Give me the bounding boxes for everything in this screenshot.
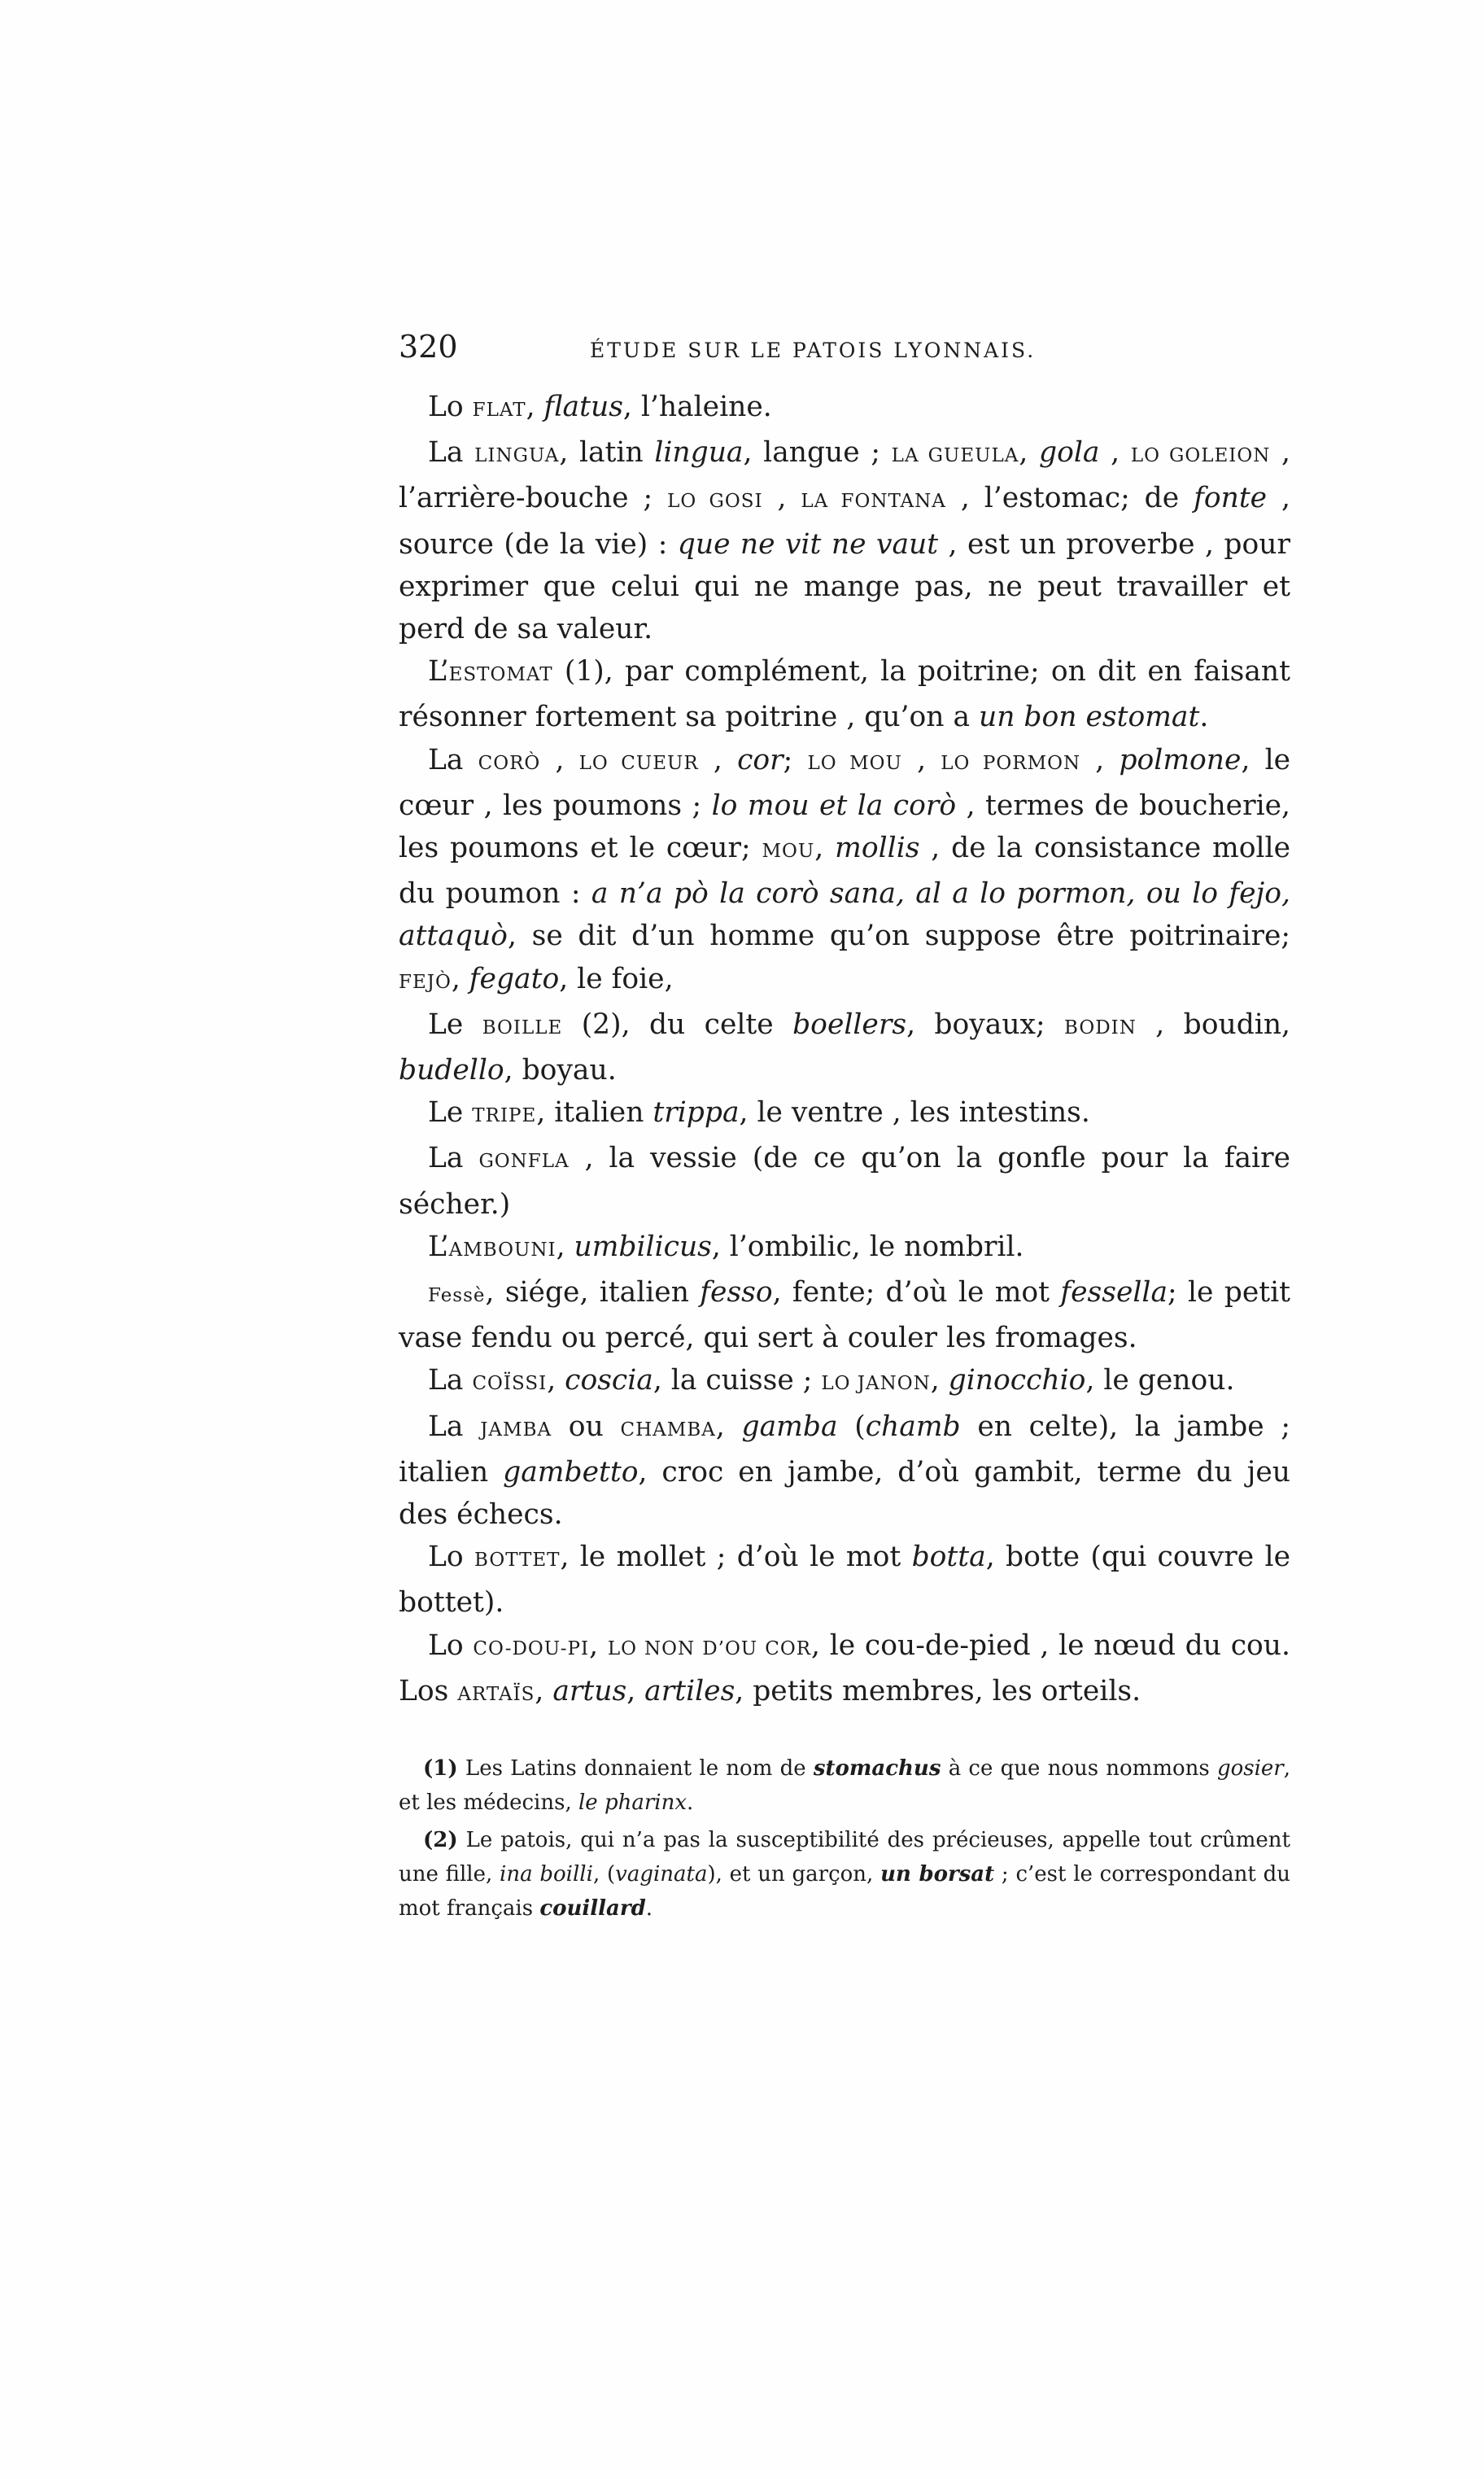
small-caps-term: TRIPE bbox=[472, 1105, 537, 1127]
italic-word: fegato bbox=[469, 962, 560, 995]
text-run: , l’arrière-bouche ; bbox=[399, 436, 1290, 515]
text-run: , l’haleine. bbox=[622, 391, 772, 423]
paragraph bbox=[399, 739, 1290, 1003]
small-caps-term: LA FONTANA bbox=[801, 491, 946, 513]
italic-word: gola bbox=[1039, 436, 1100, 470]
paragraph bbox=[399, 1271, 1290, 1359]
italic-word: budello bbox=[399, 1054, 504, 1087]
italic-word: gambetto bbox=[503, 1455, 639, 1489]
text-run: , bbox=[626, 1674, 645, 1707]
small-caps-term: LO GOSI bbox=[667, 491, 763, 513]
small-caps-term: ARTAÏS bbox=[457, 1683, 535, 1705]
text-run: , l’ombilic, le nombril. bbox=[711, 1230, 1024, 1263]
text-run: , boudin, bbox=[1136, 1008, 1291, 1041]
text-run: Lo bbox=[428, 391, 473, 423]
text-run: (1), par complément, la poitrine; on dit en faisant résonner fortement sa poitrine , qu’on a bbox=[399, 655, 1290, 734]
text-run: , l’estomac; de bbox=[945, 482, 1194, 515]
paragraph bbox=[399, 1003, 1290, 1091]
text-run: , bbox=[762, 482, 801, 515]
text-run: La bbox=[428, 1364, 473, 1397]
text-run: , bbox=[556, 1230, 574, 1263]
italic-word: artus bbox=[552, 1674, 627, 1707]
text-run: , termes de boucherie, les poumons et le cœur; bbox=[399, 789, 1290, 865]
text-run: Les Latins donnaient le nom de bbox=[457, 1756, 814, 1782]
footnote-1 bbox=[399, 1751, 1290, 1820]
italic-word: artiles bbox=[644, 1674, 735, 1707]
text-run: , siége, italien bbox=[485, 1276, 701, 1309]
small-caps-term: GONFLA bbox=[478, 1151, 570, 1173]
text-run: . bbox=[687, 1790, 694, 1816]
italic-word: lingua bbox=[654, 436, 744, 470]
italic-word: fonte bbox=[1194, 482, 1268, 515]
text-run: La bbox=[428, 436, 475, 470]
small-caps-term: LA GUEULA bbox=[891, 445, 1019, 467]
text-run: , bbox=[589, 1629, 608, 1662]
italic-word: gosier bbox=[1216, 1756, 1284, 1782]
text-run: , source (de la vie) : bbox=[399, 482, 1290, 561]
paragraph bbox=[399, 650, 1290, 738]
small-caps-term: LO PORMON bbox=[941, 752, 1081, 774]
italic-word: chamb bbox=[865, 1410, 961, 1443]
text-run: , bbox=[535, 1674, 553, 1707]
text-run: , bbox=[547, 1364, 565, 1397]
text-run: La bbox=[428, 1142, 479, 1175]
text-run: L’ bbox=[428, 1230, 449, 1263]
text-run: , bbox=[526, 391, 544, 423]
body-text bbox=[399, 386, 1290, 1716]
footnote-marker: (1) bbox=[423, 1756, 458, 1782]
text-run: , et les médecins, bbox=[399, 1756, 1291, 1816]
small-caps-term: BOTTET bbox=[474, 1550, 561, 1572]
text-run: , bbox=[1080, 743, 1120, 776]
small-caps-term: BOILLE bbox=[482, 1017, 563, 1038]
text-run: Le patois, qui n’a pas la susceptibilité des précieuses, appelle tout crûment une fille, bbox=[399, 1828, 1290, 1887]
footnote-2 bbox=[399, 1823, 1290, 1926]
paragraph bbox=[399, 1359, 1290, 1405]
italic-word: le pharinx bbox=[578, 1790, 687, 1816]
italic-word: ina boilli bbox=[500, 1862, 593, 1887]
text-run: , petits membres, les orteils. bbox=[735, 1674, 1141, 1707]
text-run: , le foie, bbox=[559, 962, 674, 995]
text-run: , le cou-de-pied , le nœud du cou. Los bbox=[399, 1629, 1290, 1707]
small-caps-term: BODIN bbox=[1064, 1017, 1137, 1038]
text-run: , bbox=[901, 743, 941, 776]
paragraph bbox=[399, 386, 1290, 431]
small-caps-term: AMBOUNI bbox=[448, 1239, 556, 1261]
small-caps-term: ESTOMAT bbox=[448, 664, 553, 686]
text-run: , bbox=[1019, 436, 1040, 470]
text-run: , langue ; bbox=[743, 436, 892, 470]
italic-word: vaginata bbox=[615, 1862, 708, 1887]
italic-word: un bon estomat bbox=[979, 701, 1200, 734]
text-run: , latin bbox=[559, 436, 655, 470]
italic-word: botta bbox=[911, 1541, 986, 1574]
text-run: , ( bbox=[592, 1862, 616, 1887]
text-run: Le bbox=[428, 1008, 482, 1041]
text-run: ; le petit vase fendu ou percé, qui sert à couler les fromages. bbox=[399, 1276, 1290, 1355]
italic-word: fesso bbox=[700, 1276, 773, 1309]
small-caps-term: FLAT bbox=[472, 400, 526, 421]
italic-word: que ne vit ne vaut bbox=[677, 527, 939, 561]
text-run: , le cœur , les poumons ; bbox=[399, 743, 1291, 822]
text-run: . bbox=[645, 1896, 653, 1922]
italic-word: fessella bbox=[1060, 1276, 1168, 1309]
text-run: , bbox=[930, 1364, 949, 1397]
paragraph bbox=[399, 1137, 1290, 1225]
small-caps-term: CORÒ bbox=[478, 752, 541, 774]
small-caps-term: LO CUEUR bbox=[578, 752, 699, 774]
text-run: L’ bbox=[428, 655, 449, 689]
text-run: ( bbox=[837, 1410, 866, 1443]
text-run: , bbox=[698, 743, 738, 776]
text-run: ou bbox=[552, 1410, 621, 1443]
text-run: , fente; d’où le mot bbox=[772, 1276, 1061, 1309]
italic-word: a n’a pò la corò sana, al a lo pormon, ou lo fejo, attaquò bbox=[399, 877, 1290, 953]
italic-word: umbilicus bbox=[574, 1230, 712, 1263]
italic-word: gamba bbox=[741, 1410, 838, 1443]
text-run: , boyaux; bbox=[906, 1008, 1065, 1041]
text-run: , le genou. bbox=[1085, 1364, 1235, 1397]
small-caps-term: MOU bbox=[762, 841, 815, 863]
text-run: , de la consistance molle du poumon : bbox=[399, 832, 1290, 911]
small-caps-term: COÏSSI bbox=[472, 1373, 548, 1395]
italic-word: flatus bbox=[543, 391, 623, 423]
paragraph bbox=[399, 1091, 1290, 1137]
text-run: , le ventre , les intestins. bbox=[739, 1096, 1090, 1130]
text-run: La bbox=[428, 743, 478, 776]
bold-italic-word: un borsat bbox=[880, 1862, 995, 1887]
paragraph bbox=[399, 1624, 1290, 1716]
small-caps-term: LO JANON bbox=[821, 1373, 931, 1395]
text-run: Le bbox=[428, 1096, 473, 1130]
text-run: , botte (qui couvre le bottet). bbox=[399, 1541, 1291, 1620]
text-run: , est un proverbe , pour exprimer que celui qui ne mange pas, ne peut travailler et perd de sa valeur. bbox=[399, 527, 1290, 646]
small-caps-term: LINGUA bbox=[474, 445, 560, 467]
text-run: , la vessie (de ce qu’on la gonfle pour la faire sécher.) bbox=[399, 1142, 1290, 1221]
italic-word: trippa bbox=[653, 1096, 740, 1130]
text-block bbox=[399, 329, 1290, 1929]
text-run: , boyau. bbox=[504, 1054, 617, 1087]
text-run: ; c’est le correspondant du mot français bbox=[399, 1862, 1291, 1922]
small-caps-term: LO GOLEION bbox=[1130, 445, 1271, 467]
text-run: (2), du celte bbox=[562, 1008, 793, 1041]
text-run: La bbox=[428, 1410, 481, 1443]
text-run: à ce que nous nommons bbox=[941, 1756, 1217, 1782]
italic-word: coscia bbox=[565, 1364, 653, 1397]
footnotes bbox=[399, 1751, 1290, 1926]
paragraph bbox=[399, 1406, 1290, 1537]
italic-word: lo mou et la corò bbox=[711, 789, 957, 822]
text-run: , bbox=[451, 962, 469, 995]
italic-word: polmone bbox=[1119, 743, 1242, 776]
small-caps-term: CO-DOU-PI bbox=[473, 1637, 590, 1659]
text-run: . bbox=[1199, 701, 1209, 734]
text-run: , se dit d’un homme qu’on suppose être poitrinaire; bbox=[507, 920, 1290, 953]
paragraph bbox=[399, 1536, 1290, 1624]
small-caps-term: Fessè bbox=[428, 1285, 486, 1307]
italic-word: boellers bbox=[792, 1008, 907, 1041]
paragraph bbox=[399, 1226, 1290, 1271]
small-caps-term: CHAMBA bbox=[620, 1419, 716, 1441]
italic-word: ginocchio bbox=[948, 1364, 1086, 1397]
running-head bbox=[399, 329, 1290, 374]
text-run: , le mollet ; d’où le mot bbox=[560, 1541, 912, 1574]
text-run: , bbox=[540, 743, 579, 776]
bold-italic-word: stomachus bbox=[813, 1756, 941, 1782]
italic-word: mollis bbox=[835, 832, 920, 865]
text-run: , italien bbox=[536, 1096, 653, 1130]
text-run: ; bbox=[783, 743, 808, 776]
text-run: Lo bbox=[428, 1541, 475, 1574]
bold-italic-word: couillard bbox=[539, 1896, 646, 1922]
small-caps-term: LO MOU bbox=[807, 752, 902, 774]
italic-word: cor bbox=[737, 743, 783, 776]
small-caps-term: FEJÒ bbox=[399, 971, 452, 993]
running-title: ÉTUDE SUR LE PATOIS LYONNAIS. bbox=[590, 339, 1037, 362]
page-number: 320 bbox=[399, 329, 458, 365]
text-run: , la cuisse ; bbox=[653, 1364, 822, 1397]
text-run: en celte), la jambe ; italien bbox=[399, 1410, 1290, 1489]
small-caps-term: JAMBA bbox=[480, 1419, 552, 1441]
text-run: , bbox=[715, 1410, 742, 1443]
text-run: , bbox=[814, 832, 836, 865]
text-run: , bbox=[1099, 436, 1131, 470]
small-caps-term: LO NON D’OU COR bbox=[607, 1637, 812, 1659]
text-run: , croc en jambe, d’où gambit, terme du jeu des échecs. bbox=[399, 1455, 1291, 1532]
text-run: Lo bbox=[428, 1629, 474, 1662]
paragraph bbox=[399, 431, 1290, 650]
text-run: ), et un garçon, bbox=[707, 1862, 881, 1887]
footnote-marker: (2) bbox=[423, 1828, 458, 1853]
